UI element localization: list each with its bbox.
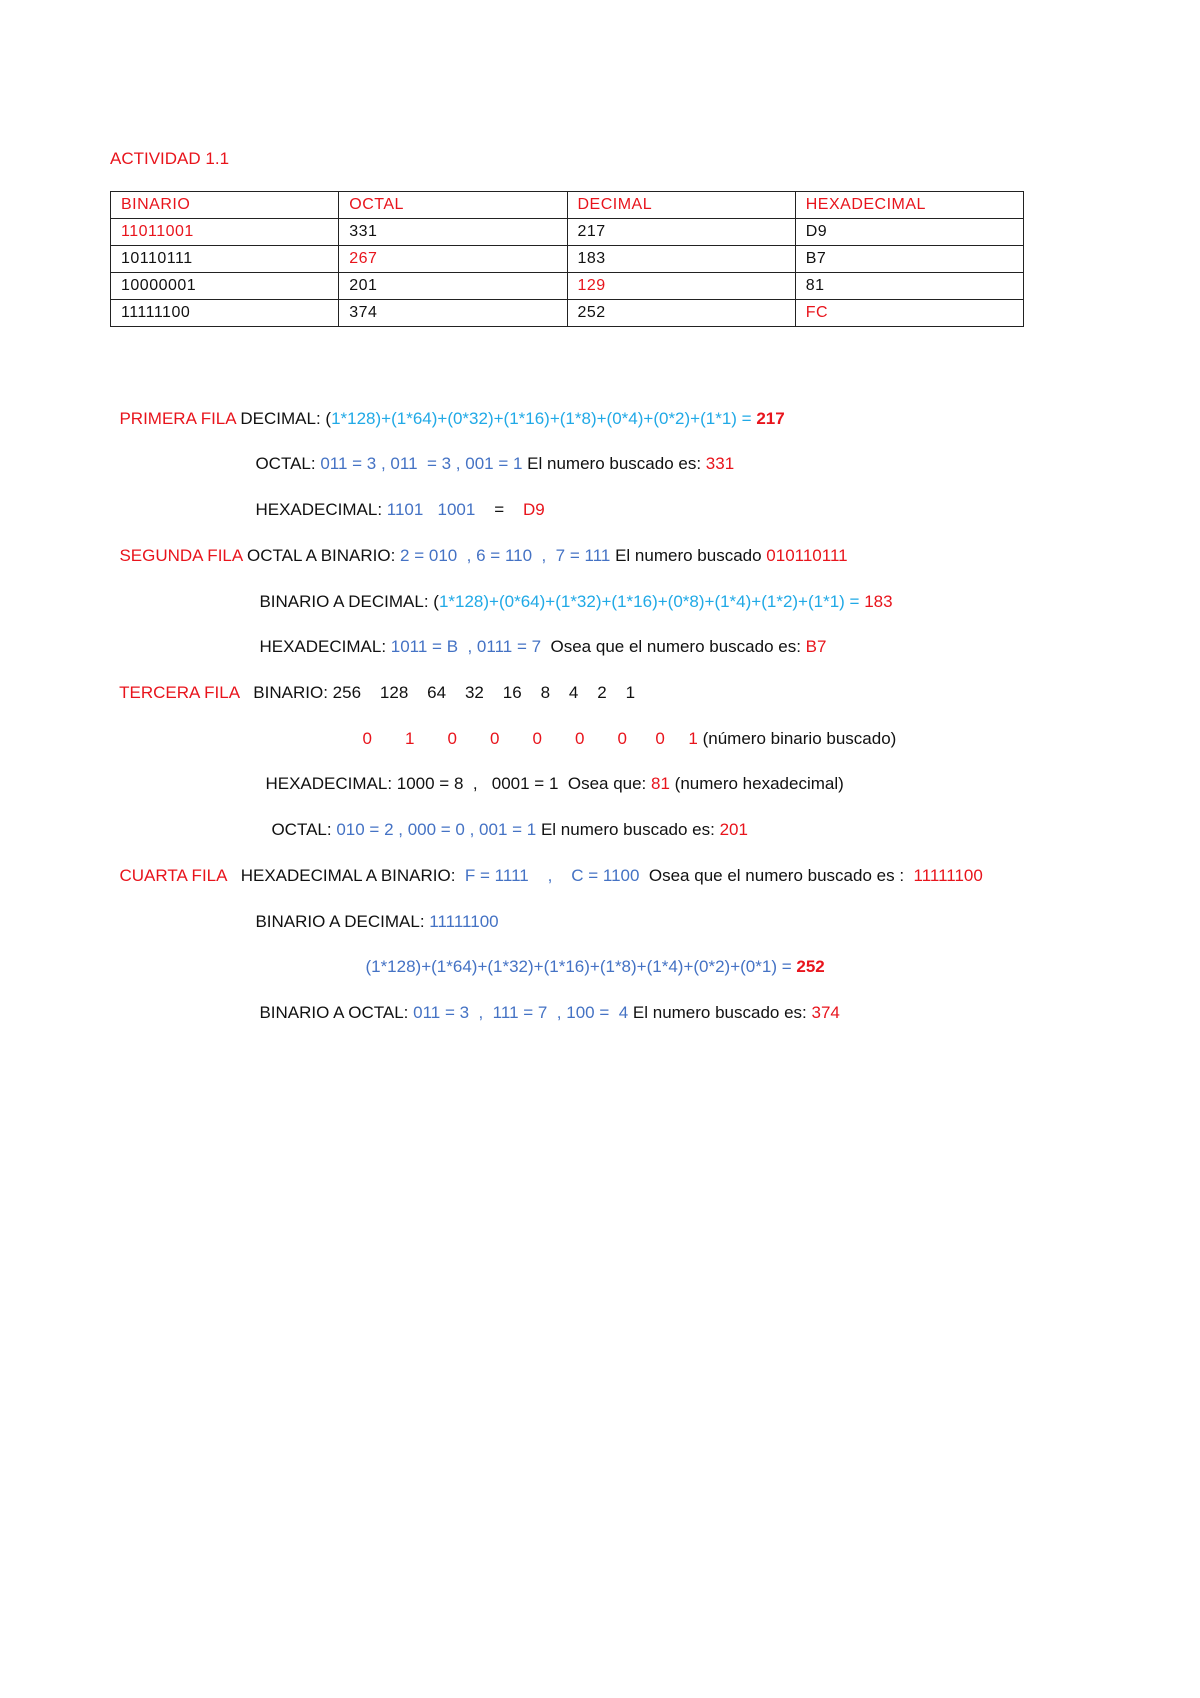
table-row bbox=[111, 219, 1024, 246]
cuarta-fila-hexadecimal-a-binario bbox=[110, 846, 983, 886]
method-label: HEXADECIMAL: bbox=[259, 637, 391, 656]
table-cell: 267 bbox=[339, 246, 567, 273]
primera-fila-hexadecimal bbox=[246, 480, 545, 520]
method-label: BINARIO: bbox=[239, 683, 333, 702]
method-label: OCTAL: bbox=[271, 820, 337, 839]
result: 374 bbox=[811, 1003, 840, 1022]
table-cell: 10110111 bbox=[111, 246, 339, 273]
segunda-fila-octal-a-binario bbox=[110, 526, 848, 566]
tercera-fila-hexadecimal bbox=[256, 754, 844, 794]
result: 331 bbox=[705, 454, 735, 473]
row-label: CUARTA FILA bbox=[119, 866, 227, 885]
table-cell: 10000001 bbox=[111, 273, 339, 300]
result: 11111100 bbox=[913, 866, 983, 885]
result-text: Osea que el numero buscado es: bbox=[541, 637, 806, 656]
equals-sign: = bbox=[475, 500, 524, 519]
table-cell: 331 bbox=[339, 219, 567, 246]
table-cell: 81 bbox=[795, 273, 1023, 300]
table-cell: 217 bbox=[567, 219, 795, 246]
table-cell: 374 bbox=[339, 300, 567, 327]
table-cell: 183 bbox=[567, 246, 795, 273]
cuarta-fila-decimal-calculo bbox=[356, 937, 825, 977]
header-hexadecimal: HEXADECIMAL bbox=[795, 192, 1023, 219]
segunda-fila-binario-a-decimal bbox=[250, 572, 893, 612]
method-label: BINARIO A DECIMAL: ( bbox=[259, 592, 439, 611]
table-cell: D9 bbox=[795, 219, 1023, 246]
result-text: El numero buscado bbox=[610, 546, 767, 565]
method-label: BINARIO A OCTAL: bbox=[259, 1003, 414, 1022]
table-row bbox=[111, 246, 1024, 273]
segunda-fila-hexadecimal bbox=[250, 617, 826, 657]
calculation: 1*128)+(0*64)+(1*32)+(1*16)+(0*8)+(1*4)+(1*2)+(1*1) = bbox=[438, 592, 865, 611]
cuarta-fila-binario-a-octal bbox=[250, 983, 840, 1023]
calculation: 011 = 3 , 011 = 3 , 001 = 1 bbox=[320, 454, 523, 473]
calculation: (1*128)+(1*64)+(1*32)+(1*16)+(1*8)+(1*4)+(0*2)+(0*1) = bbox=[365, 957, 797, 976]
method-label: HEXADECIMAL A BINARIO: bbox=[226, 866, 465, 885]
calculation: 1*128)+(1*64)+(0*32)+(1*16)+(1*8)+(0*4)+(0*2)+(1*1) = bbox=[331, 409, 757, 428]
result: B7 bbox=[805, 637, 827, 656]
row-label: PRIMERA FILA bbox=[119, 409, 236, 428]
result: D9 bbox=[523, 500, 545, 519]
row-label: SEGUNDA FILA bbox=[119, 546, 243, 565]
calculation: F = 1111 , C = 1100 bbox=[464, 866, 640, 885]
method-label: OCTAL A BINARIO: bbox=[242, 546, 401, 565]
note: (numero hexadecimal) bbox=[669, 774, 844, 793]
conversion-table bbox=[110, 191, 1024, 327]
table-header-row bbox=[111, 192, 1024, 219]
table-cell: 201 bbox=[339, 273, 567, 300]
binary-digits: 0 1 0 0 0 0 0 0 1 bbox=[362, 729, 698, 748]
result-text: El numero buscado es: bbox=[628, 1003, 812, 1022]
tercera-fila-bits bbox=[353, 709, 896, 749]
tercera-fila-binario bbox=[110, 663, 635, 703]
result-text: Osea que el numero buscado es : bbox=[639, 866, 914, 885]
calculation: 011 = 3 , 111 = 7 , 100 = 4 bbox=[413, 1003, 629, 1022]
table-cell: 11011001 bbox=[111, 219, 339, 246]
tercera-fila-octal bbox=[262, 800, 748, 840]
result-text: El numero buscado es: bbox=[522, 454, 706, 473]
result: 252 bbox=[796, 957, 825, 976]
primera-fila-octal bbox=[246, 434, 734, 474]
calculation: HEXADECIMAL: 1000 = 8 , 0001 = 1 Osea que: bbox=[265, 774, 652, 793]
binary-value: 11111100 bbox=[429, 912, 499, 931]
method-label: BINARIO A DECIMAL: bbox=[255, 912, 430, 931]
table-row bbox=[111, 273, 1024, 300]
result: 010110111 bbox=[766, 546, 848, 565]
result: 81 bbox=[651, 774, 670, 793]
result: 217 bbox=[756, 409, 785, 428]
calculation: 1011 = B , 0111 = 7 bbox=[390, 637, 542, 656]
table-cell: 252 bbox=[567, 300, 795, 327]
header-binario: BINARIO bbox=[111, 192, 339, 219]
method-label: HEXADECIMAL: bbox=[255, 500, 387, 519]
table-cell: 11111100 bbox=[111, 300, 339, 327]
row-label: TERCERA FILA bbox=[119, 683, 240, 702]
result: 201 bbox=[719, 820, 748, 839]
method-label: OCTAL: bbox=[255, 454, 321, 473]
result: 183 bbox=[864, 592, 893, 611]
method-label: DECIMAL: ( bbox=[235, 409, 332, 428]
document-title: ACTIVIDAD 1.1 bbox=[110, 149, 230, 168]
cuarta-fila-binario-a-decimal bbox=[246, 892, 499, 932]
binary-weights: 256 128 64 32 16 8 4 2 1 bbox=[332, 683, 636, 702]
calculation: 010 = 2 , 000 = 0 , 001 = 1 bbox=[336, 820, 537, 839]
header-octal: OCTAL bbox=[339, 192, 567, 219]
result-text: El numero buscado es: bbox=[536, 820, 720, 839]
primera-fila-decimal bbox=[110, 389, 785, 429]
calculation: 2 = 010 , 6 = 110 , 7 = 111 bbox=[400, 546, 611, 565]
table-cell: 129 bbox=[567, 273, 795, 300]
note: (número binario buscado) bbox=[697, 729, 897, 748]
header-decimal: DECIMAL bbox=[567, 192, 795, 219]
table-cell: B7 bbox=[795, 246, 1023, 273]
calculation: 1101 1001 bbox=[386, 500, 476, 519]
table-row bbox=[111, 300, 1024, 327]
table-cell: FC bbox=[795, 300, 1023, 327]
